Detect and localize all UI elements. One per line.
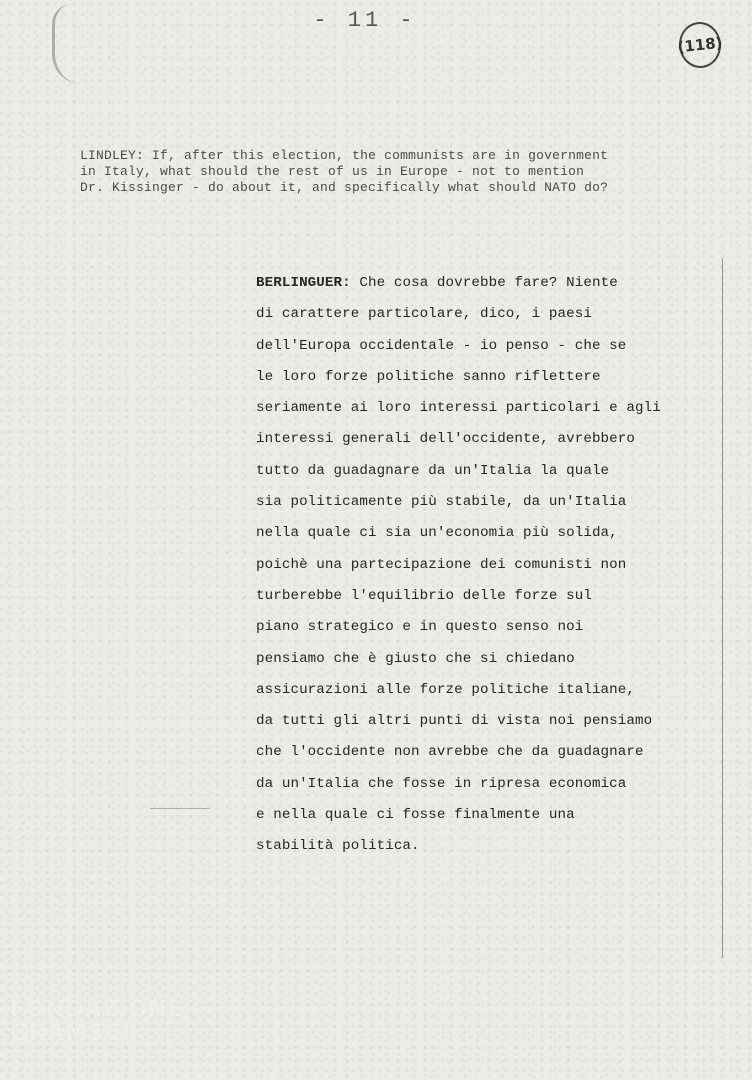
archive-watermark: FONDAZIONE GRAMSCI <box>10 997 184 1046</box>
answer-speaker: BERLINGUER: <box>256 275 351 291</box>
archive-stamp: (118) <box>677 20 724 70</box>
page-number: - 11 - <box>313 8 417 33</box>
margin-rule <box>722 258 723 958</box>
question-paragraph <box>80 148 710 196</box>
stray-mark <box>150 808 210 809</box>
pencil-mark <box>52 4 105 84</box>
question-speaker: LINDLEY: <box>80 148 145 163</box>
answer-text: Che cosa dovrebbe fare? Niente di carattere particolare, dico, i paesi dell'Europa occidentale - io penso - che se le loro forze politiche sanno riflettere seriamente ai loro interessi particolari e agli interessi generali dell'occidente, avrebbero tutto da guadagnare da un'Italia la quale sia politicamente più stabile, da un'Italia nella quale ci sia un'economia più solida, poichè una partecipazione dei comunisti non turberebbe l'equilibrio delle forze sul piano strategico e in questo senso noi pensiamo che è giusto che si chiedano assicurazioni alle forze politiche italiane, da tutti gli altri punti di vista noi pensiamo che l'occidente non avrebbe che da guadagnare da un'Italia che fosse in ripresa economica e nella quale ci fosse finalmente una stabilità politica. <box>256 275 661 855</box>
answer-paragraph <box>256 268 696 863</box>
question-text: If, after this election, the communists are in government in Italy, what should the rest of us in Europe - not to mention Dr. Kissinger - do about it, and specifically what should NATO do? <box>80 148 609 195</box>
